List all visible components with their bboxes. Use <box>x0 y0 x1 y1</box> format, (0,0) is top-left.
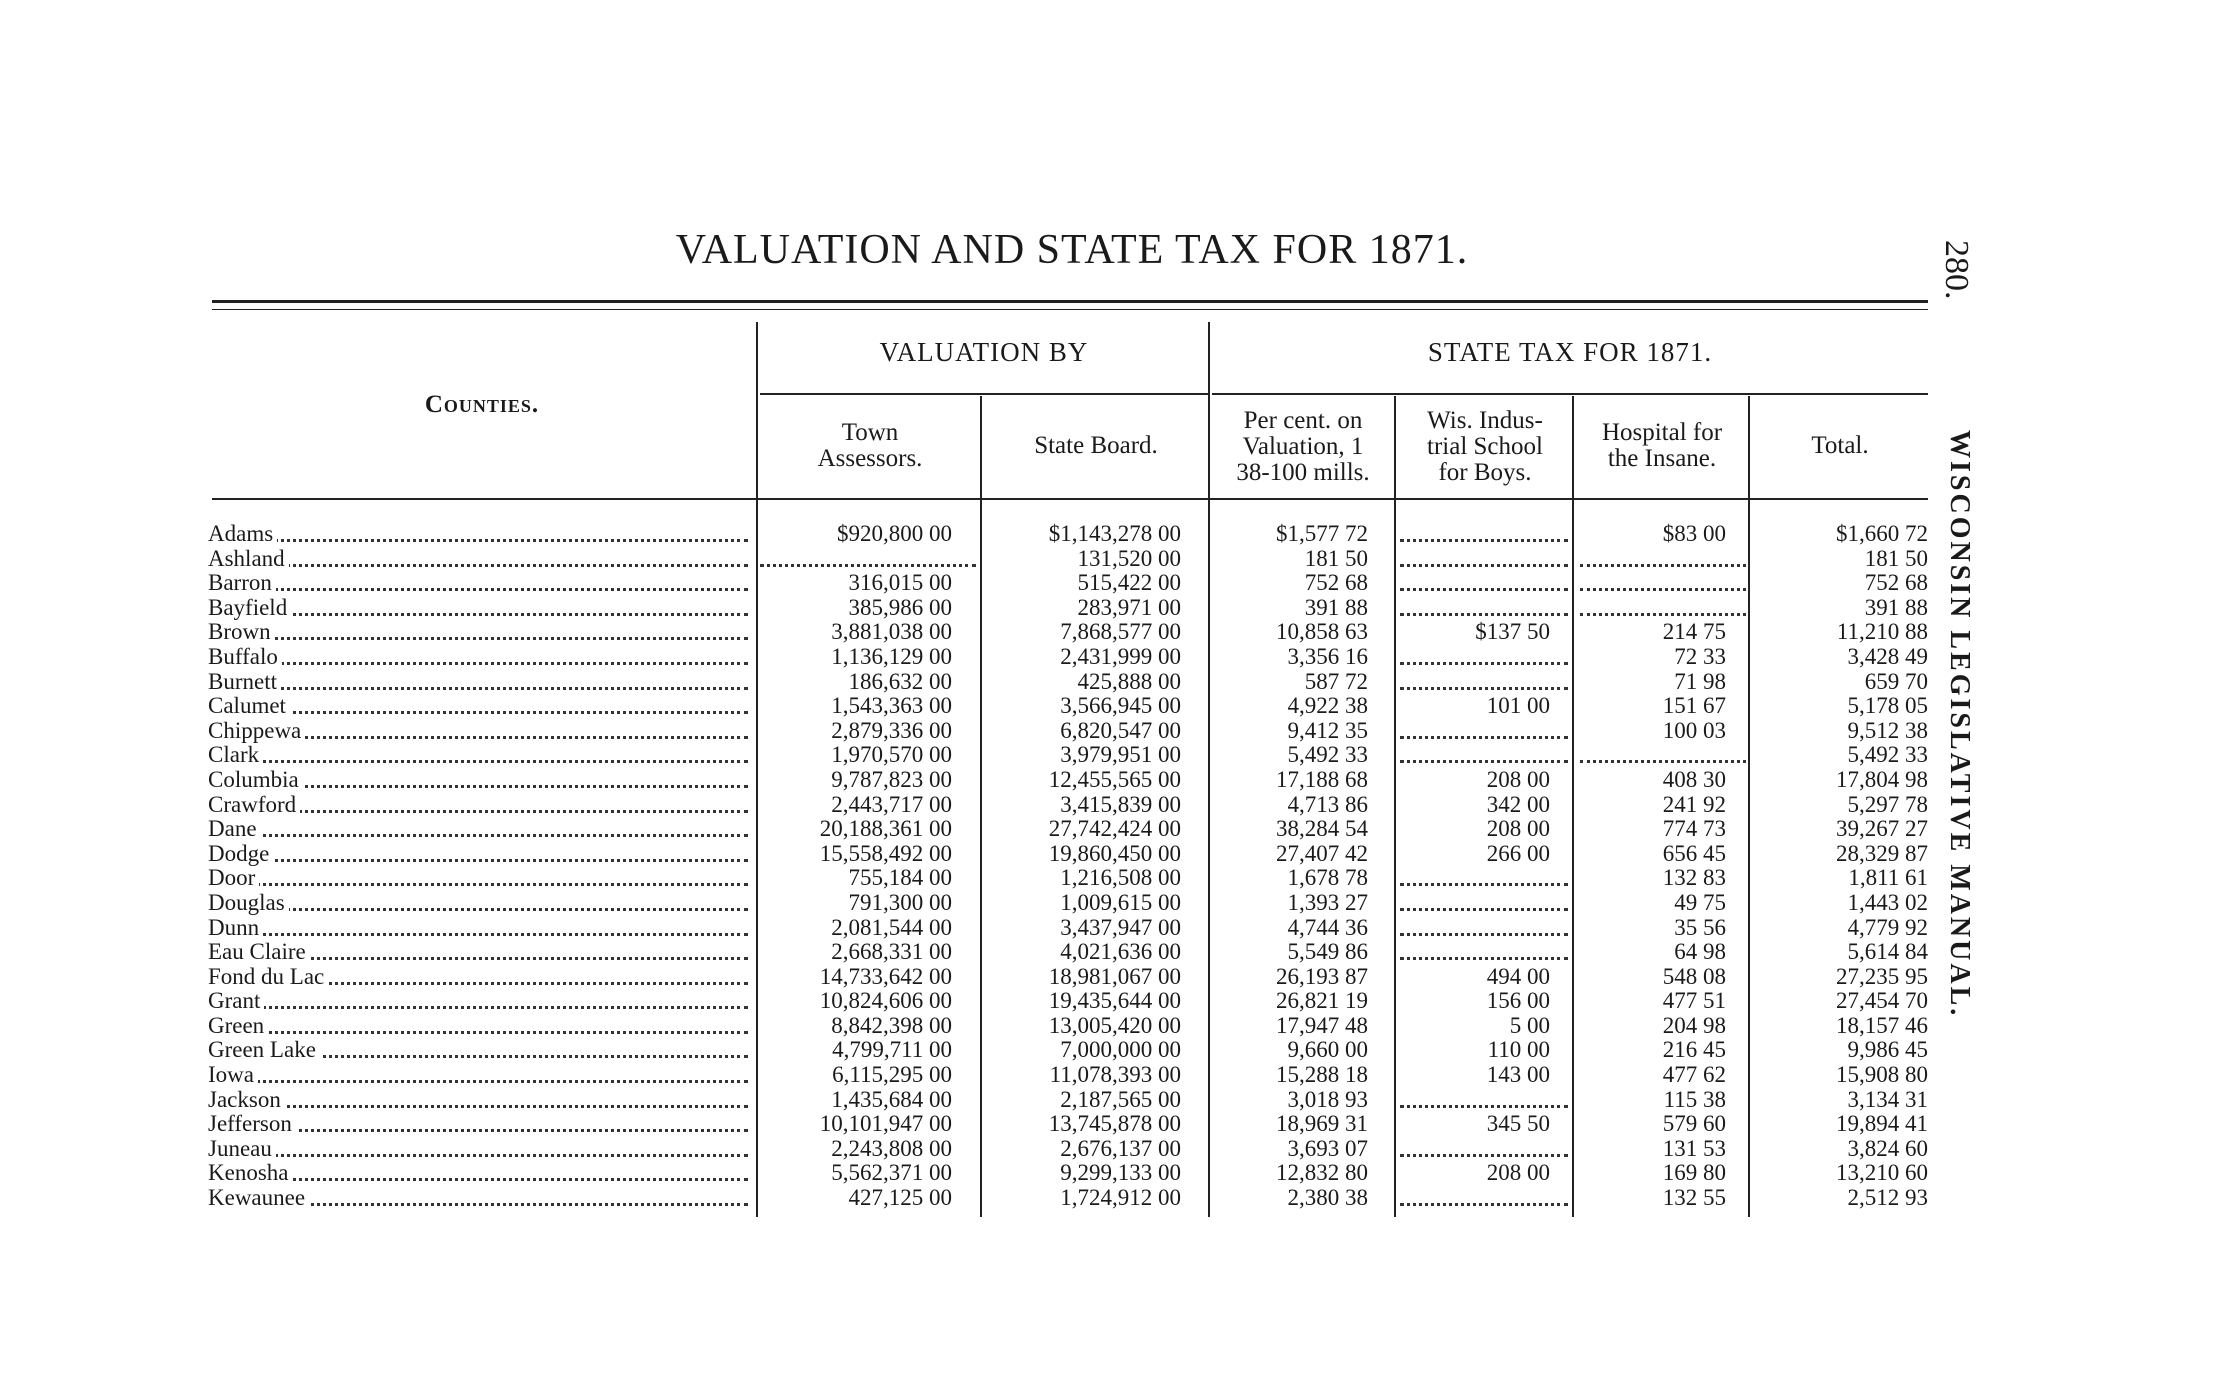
total-cell: 752 68 <box>1864 571 1928 596</box>
total-cell: 4,779 92 <box>1847 915 1928 940</box>
county-name: Eau Claire <box>208 940 310 964</box>
hospital-cell: 477 62 <box>1662 1063 1726 1088</box>
county-cell <box>208 571 748 596</box>
total-cell: 1,811 61 <box>1848 866 1928 891</box>
total-cell: 27,235 95 <box>1836 964 1928 989</box>
table-row <box>0 768 2218 793</box>
county-name: Fond du Lac <box>208 965 328 989</box>
county-name: Jackson <box>208 1088 285 1112</box>
total-cell: 2,512 93 <box>1847 1186 1928 1211</box>
per-cent-cell: 391 88 <box>1304 595 1368 620</box>
dot-leader <box>208 1137 748 1157</box>
wis-school-cell: 110 00 <box>1487 1038 1550 1063</box>
state-board-cell: 19,435,644 00 <box>1048 989 1181 1014</box>
county-cell <box>208 620 748 645</box>
dot-leader <box>208 1088 748 1108</box>
state-board-cell: 3,566,945 00 <box>1060 694 1181 719</box>
table-row <box>0 965 2218 990</box>
header-counties: Counties. <box>424 391 540 418</box>
hospital-cell: 477 51 <box>1662 989 1726 1014</box>
header-total: Total. <box>1811 432 1869 459</box>
per-cent-cell: 587 72 <box>1304 669 1368 694</box>
county-name: Iowa <box>208 1063 258 1087</box>
per-cent-cell: 10,858 63 <box>1276 620 1368 645</box>
dot-leader <box>208 522 748 542</box>
empty-dot-leader <box>1580 743 1746 763</box>
state-board-cell: 3,437,947 00 <box>1060 915 1181 940</box>
county-cell <box>208 596 748 621</box>
county-name: Green Lake <box>208 1038 320 1062</box>
total-cell: 27,454 70 <box>1836 989 1928 1014</box>
hospital-cell: 132 55 <box>1662 1186 1726 1211</box>
hospital-cell: 216 45 <box>1662 1038 1726 1063</box>
total-cell: 18,157 46 <box>1836 1013 1928 1038</box>
county-cell <box>208 866 748 891</box>
town-assessors-cell: 385,986 00 <box>848 595 952 620</box>
total-cell: 5,297 78 <box>1847 792 1928 817</box>
per-cent-cell: 18,969 31 <box>1276 1112 1368 1137</box>
total-cell: 3,824 60 <box>1847 1136 1928 1161</box>
per-cent-cell: 4,922 38 <box>1287 694 1368 719</box>
total-cell: 3,134 31 <box>1847 1087 1928 1112</box>
table-row <box>0 1186 2218 1211</box>
empty-dot-leader <box>1400 719 1568 739</box>
empty-dot-leader <box>1400 940 1568 960</box>
table-row <box>0 866 2218 891</box>
hospital-cell: 214 75 <box>1662 620 1726 645</box>
town-assessors-cell: 1,435,684 00 <box>831 1087 952 1112</box>
hospital-cell: 131 53 <box>1662 1136 1726 1161</box>
hospital-cell: 169 80 <box>1662 1161 1726 1186</box>
wis-school-cell: $137 50 <box>1475 620 1550 645</box>
county-name: Adams <box>208 522 277 546</box>
county-cell <box>208 719 748 744</box>
county-name: Columbia <box>208 768 303 792</box>
empty-dot-leader <box>1400 1186 1568 1206</box>
table-row <box>0 916 2218 941</box>
state-board-cell: 9,299,133 00 <box>1060 1161 1181 1186</box>
total-cell: 17,804 98 <box>1836 767 1928 792</box>
state-board-cell: 13,005,420 00 <box>1048 1013 1181 1038</box>
table-row <box>0 620 2218 645</box>
total-cell: 11,210 88 <box>1836 620 1928 645</box>
town-assessors-cell: 2,243,808 00 <box>831 1136 952 1161</box>
county-name: Dane <box>208 817 261 841</box>
dot-leader <box>208 989 748 1009</box>
county-cell <box>208 1186 748 1211</box>
table-row <box>0 596 2218 621</box>
state-board-cell: 12,455,565 00 <box>1048 767 1181 792</box>
county-name: Door <box>208 866 259 890</box>
county-cell <box>208 522 748 547</box>
table-row <box>0 571 2218 596</box>
table-row <box>0 1063 2218 1088</box>
per-cent-cell: 1,393 27 <box>1287 890 1368 915</box>
per-cent-cell: 3,018 93 <box>1287 1087 1368 1112</box>
wis-school-cell: 208 00 <box>1486 817 1550 842</box>
state-board-cell: 18,981,067 00 <box>1048 964 1181 989</box>
town-assessors-cell: 4,799,711 00 <box>832 1038 952 1063</box>
per-cent-cell: 4,713 86 <box>1287 792 1368 817</box>
header-wis-school: Wis. Indus- trial School for Boys. <box>1427 407 1543 486</box>
state-board-cell: 4,021,636 00 <box>1060 940 1181 965</box>
valuation-rule <box>760 393 1208 395</box>
table-row <box>0 719 2218 744</box>
wis-school-cell: 143 00 <box>1486 1063 1550 1088</box>
table-row <box>0 891 2218 916</box>
table-row <box>0 522 2218 547</box>
county-cell <box>208 1014 748 1039</box>
county-cell <box>208 547 748 572</box>
state-board-cell: 2,431,999 00 <box>1060 644 1181 669</box>
state-board-cell: 3,979,951 00 <box>1060 743 1181 768</box>
empty-dot-leader <box>1580 547 1746 567</box>
empty-dot-leader <box>1400 571 1568 591</box>
per-cent-cell: 1,678 78 <box>1287 866 1368 891</box>
empty-dot-leader <box>1400 670 1568 690</box>
county-cell <box>208 989 748 1014</box>
total-cell: 39,267 27 <box>1836 817 1928 842</box>
county-cell <box>208 1137 748 1162</box>
county-name: Dodge <box>208 842 273 866</box>
county-cell <box>208 1112 748 1137</box>
town-assessors-cell: 316,015 00 <box>848 571 952 596</box>
state-board-cell: 1,009,615 00 <box>1060 890 1181 915</box>
town-assessors-cell: 10,101,947 00 <box>819 1112 952 1137</box>
hospital-cell: 579 60 <box>1662 1112 1726 1137</box>
town-assessors-cell: 8,842,398 00 <box>831 1013 952 1038</box>
hospital-cell: 132 83 <box>1662 866 1726 891</box>
per-cent-cell: 9,660 00 <box>1287 1038 1368 1063</box>
hospital-cell: 408 30 <box>1662 767 1726 792</box>
dot-leader <box>208 916 748 936</box>
town-assessors-cell: 755,184 00 <box>848 866 952 891</box>
per-cent-cell: 181 50 <box>1304 546 1368 571</box>
total-cell: 5,614 84 <box>1847 940 1928 965</box>
total-cell: 391 88 <box>1864 595 1928 620</box>
county-name: Juneau <box>208 1137 276 1161</box>
per-cent-cell: 26,821 19 <box>1276 989 1368 1014</box>
dot-leader <box>208 571 748 591</box>
county-name: Jefferson <box>208 1112 296 1136</box>
empty-dot-leader <box>1400 596 1568 616</box>
dot-leader <box>208 645 748 665</box>
state-board-cell: 283,971 00 <box>1077 595 1181 620</box>
state-board-cell: $1,143,278 00 <box>1048 522 1181 546</box>
table-row <box>0 989 2218 1014</box>
table-row <box>0 1161 2218 1186</box>
table-row <box>0 793 2218 818</box>
state-board-cell: 425,888 00 <box>1077 669 1181 694</box>
dot-leader <box>208 842 748 862</box>
per-cent-cell: 5,549 86 <box>1287 940 1368 965</box>
state-tax-rule <box>1212 393 1928 395</box>
hospital-cell: 656 45 <box>1662 841 1726 866</box>
table-row <box>0 940 2218 965</box>
per-cent-cell: 5,492 33 <box>1287 743 1368 768</box>
total-cell: 9,986 45 <box>1847 1038 1928 1063</box>
state-board-cell: 7,000,000 00 <box>1060 1038 1181 1063</box>
dot-leader <box>208 743 748 763</box>
hospital-cell: 151 67 <box>1662 694 1726 719</box>
dot-leader <box>208 547 748 567</box>
dot-leader <box>208 670 748 690</box>
hospital-cell: 774 73 <box>1662 817 1726 842</box>
state-board-cell: 19,860,450 00 <box>1048 841 1181 866</box>
empty-dot-leader <box>1400 1088 1568 1108</box>
hospital-cell: $83 00 <box>1662 522 1726 546</box>
wis-school-cell: 5 00 <box>1509 1013 1550 1038</box>
total-cell: $1,660 72 <box>1836 522 1928 546</box>
county-name: Grant <box>208 989 264 1013</box>
header-valuation-by: VALUATION BY <box>879 337 1089 367</box>
total-cell: 28,329 87 <box>1836 841 1928 866</box>
empty-dot-leader <box>1580 596 1746 616</box>
county-cell <box>208 743 748 768</box>
per-cent-cell: 9,412 35 <box>1287 718 1368 743</box>
total-cell: 181 50 <box>1864 546 1928 571</box>
wis-school-cell: 345 50 <box>1486 1112 1550 1137</box>
table-row <box>0 547 2218 572</box>
town-assessors-cell: 14,733,642 00 <box>819 964 952 989</box>
empty-dot-leader <box>1400 866 1568 886</box>
town-assessors-cell: 1,543,363 00 <box>831 694 952 719</box>
total-cell: 15,908 80 <box>1836 1063 1928 1088</box>
county-table-body <box>0 522 2218 1211</box>
table-row <box>0 694 2218 719</box>
county-cell <box>208 694 748 719</box>
county-name: Brown <box>208 620 275 644</box>
town-assessors-cell: 5,562,371 00 <box>831 1161 952 1186</box>
wis-school-cell: 342 00 <box>1486 792 1550 817</box>
page-number: 280. <box>1938 240 1975 300</box>
county-cell <box>208 1161 748 1186</box>
table-row <box>0 1014 2218 1039</box>
total-cell: 5,492 33 <box>1847 743 1928 768</box>
per-cent-cell: $1,577 72 <box>1276 522 1368 546</box>
town-assessors-cell: 3,881,038 00 <box>831 620 952 645</box>
county-name: Clark <box>208 743 263 767</box>
county-cell <box>208 1063 748 1088</box>
dot-leader <box>208 891 748 911</box>
town-assessors-cell: 1,136,129 00 <box>831 644 952 669</box>
county-name: Chippewa <box>208 719 305 743</box>
hospital-cell: 241 92 <box>1662 792 1726 817</box>
per-cent-cell: 15,288 18 <box>1276 1063 1368 1088</box>
wis-school-cell: 101 00 <box>1486 694 1550 719</box>
top-rule-thick <box>212 300 1928 303</box>
total-cell: 3,428 49 <box>1847 644 1928 669</box>
wis-school-cell: 208 00 <box>1486 767 1550 792</box>
county-name: Crawford <box>208 793 300 817</box>
state-board-cell: 2,676,137 00 <box>1060 1136 1181 1161</box>
total-cell: 13,210 60 <box>1836 1161 1928 1186</box>
header-state-tax: STATE TAX FOR 1871. <box>1427 337 1713 367</box>
hospital-cell: 100 03 <box>1662 718 1726 743</box>
empty-dot-leader <box>1580 571 1746 591</box>
county-cell <box>208 817 748 842</box>
table-row <box>0 1088 2218 1113</box>
county-cell <box>208 891 748 916</box>
top-rule-thin <box>212 309 1928 310</box>
table-row <box>0 842 2218 867</box>
per-cent-cell: 17,947 48 <box>1276 1013 1368 1038</box>
state-board-cell: 13,745,878 00 <box>1048 1112 1181 1137</box>
county-name: Kenosha <box>208 1161 292 1185</box>
total-cell: 659 70 <box>1864 669 1928 694</box>
total-cell: 9,512 38 <box>1847 718 1928 743</box>
table-row <box>0 817 2218 842</box>
county-name: Bayfield <box>208 596 291 620</box>
county-name: Douglas <box>208 891 289 915</box>
per-cent-cell: 27,407 42 <box>1276 841 1368 866</box>
county-name: Kewaunee <box>208 1186 309 1210</box>
per-cent-cell: 2,380 38 <box>1287 1186 1368 1211</box>
empty-dot-leader <box>1400 891 1568 911</box>
header-bottom-rule <box>212 498 1928 500</box>
town-assessors-cell: 20,188,361 00 <box>819 817 952 842</box>
running-head: WISCONSIN LEGISLATIVE MANUAL. <box>1944 430 1975 1019</box>
dot-leader <box>208 1063 748 1083</box>
county-name: Dunn <box>208 916 263 940</box>
table-row <box>0 1112 2218 1137</box>
county-name: Burnett <box>208 670 281 694</box>
page-title: VALUATION AND STATE TAX FOR 1871. <box>675 227 1469 273</box>
per-cent-cell: 3,693 07 <box>1287 1136 1368 1161</box>
county-cell <box>208 940 748 965</box>
total-cell: 1,443 02 <box>1847 890 1928 915</box>
per-cent-cell: 17,188 68 <box>1276 767 1368 792</box>
county-name: Buffalo <box>208 645 282 669</box>
dot-leader <box>208 620 748 640</box>
empty-dot-leader <box>1400 522 1568 542</box>
town-assessors-cell: 186,632 00 <box>848 669 952 694</box>
county-name: Barron <box>208 571 276 595</box>
town-assessors-cell: 9,787,823 00 <box>831 767 952 792</box>
state-board-cell: 1,216,508 00 <box>1060 866 1181 891</box>
empty-dot-leader <box>1400 645 1568 665</box>
dot-leader <box>208 866 748 886</box>
town-assessors-cell: 2,879,336 00 <box>831 718 952 743</box>
dot-leader <box>208 1014 748 1034</box>
hospital-cell: 548 08 <box>1662 964 1726 989</box>
county-cell <box>208 965 748 990</box>
header-hospital: Hospital for the Insane. <box>1601 419 1723 472</box>
empty-dot-leader <box>1400 743 1568 763</box>
state-board-cell: 515,422 00 <box>1077 571 1181 596</box>
table-row <box>0 645 2218 670</box>
county-cell <box>208 793 748 818</box>
empty-dot-leader <box>1400 1137 1568 1157</box>
total-cell: 19,894 41 <box>1836 1112 1928 1137</box>
county-cell <box>208 670 748 695</box>
hospital-cell: 64 98 <box>1674 940 1726 965</box>
state-board-cell: 2,187,565 00 <box>1060 1087 1181 1112</box>
hospital-cell: 49 75 <box>1674 890 1726 915</box>
per-cent-cell: 38,284 54 <box>1276 817 1368 842</box>
state-board-cell: 1,724,912 00 <box>1060 1186 1181 1211</box>
hospital-cell: 115 38 <box>1663 1087 1726 1112</box>
town-assessors-cell: 1,970,570 00 <box>831 743 952 768</box>
state-board-cell: 7,868,577 00 <box>1060 620 1181 645</box>
dot-leader <box>208 817 748 837</box>
hospital-cell: 35 56 <box>1674 915 1726 940</box>
town-assessors-cell: 2,081,544 00 <box>831 915 952 940</box>
town-assessors-cell: 427,125 00 <box>848 1186 952 1211</box>
state-board-cell: 27,742,424 00 <box>1048 817 1181 842</box>
hospital-cell: 71 98 <box>1674 669 1726 694</box>
header-town-assessors: Town Assessors. <box>817 419 923 472</box>
empty-dot-leader <box>1400 547 1568 567</box>
county-name: Ashland <box>208 547 289 571</box>
town-assessors-cell: 15,558,492 00 <box>819 841 952 866</box>
total-cell: 5,178 05 <box>1847 694 1928 719</box>
county-cell <box>208 1038 748 1063</box>
wis-school-cell: 156 00 <box>1486 989 1550 1014</box>
county-cell <box>208 768 748 793</box>
town-assessors-cell: 2,443,717 00 <box>831 792 952 817</box>
state-board-cell: 3,415,839 00 <box>1060 792 1181 817</box>
town-assessors-cell: 2,668,331 00 <box>831 940 952 965</box>
wis-school-cell: 266 00 <box>1486 841 1550 866</box>
table-row <box>0 670 2218 695</box>
county-name: Green <box>208 1014 268 1038</box>
per-cent-cell: 752 68 <box>1304 571 1368 596</box>
town-assessors-cell: 6,115,295 00 <box>832 1063 952 1088</box>
wis-school-cell: 208 00 <box>1486 1161 1550 1186</box>
wis-school-cell: 494 00 <box>1486 964 1550 989</box>
per-cent-cell: 3,356 16 <box>1287 644 1368 669</box>
town-assessors-cell: 791,300 00 <box>848 890 952 915</box>
header-state-board: State Board. <box>1034 432 1158 459</box>
town-assessors-cell: 10,824,606 00 <box>819 989 952 1014</box>
empty-dot-leader <box>1400 916 1568 936</box>
per-cent-cell: 4,744 36 <box>1287 915 1368 940</box>
table-row <box>0 1137 2218 1162</box>
state-board-cell: 6,820,547 00 <box>1060 718 1181 743</box>
county-cell <box>208 1088 748 1113</box>
per-cent-cell: 12,832 80 <box>1276 1161 1368 1186</box>
county-name: Calumet <box>208 694 290 718</box>
per-cent-cell: 26,193 87 <box>1276 964 1368 989</box>
header-per-cent: Per cent. on Valuation, 1 38-100 mills. <box>1236 407 1370 486</box>
state-board-cell: 11,078,393 00 <box>1049 1063 1181 1088</box>
state-board-cell: 131,520 00 <box>1077 546 1181 571</box>
empty-dot-leader <box>760 547 976 567</box>
county-cell <box>208 916 748 941</box>
table-row <box>0 1038 2218 1063</box>
county-cell <box>208 842 748 867</box>
hospital-cell: 72 33 <box>1674 644 1726 669</box>
table-row <box>0 743 2218 768</box>
county-cell <box>208 645 748 670</box>
town-assessors-cell: $920,800 00 <box>837 522 952 546</box>
hospital-cell: 204 98 <box>1662 1013 1726 1038</box>
